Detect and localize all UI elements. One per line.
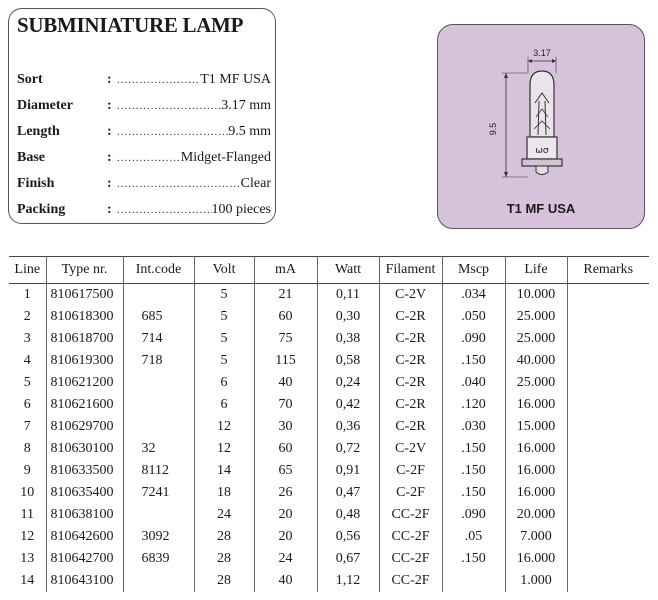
leader-dots	[117, 204, 212, 216]
header-mscp: Mscp	[442, 257, 505, 284]
cell-int-code: 3092	[123, 526, 194, 548]
table-row	[9, 394, 649, 416]
cell-remarks	[567, 394, 649, 416]
cell-watt: 0,36	[317, 416, 379, 438]
cell-filament: C-2R	[379, 416, 442, 438]
cell-ma: 26	[254, 482, 317, 504]
height-label: 9.5	[488, 122, 498, 136]
spec-label: Length	[17, 124, 60, 139]
header-remarks: Remarks	[567, 257, 649, 284]
cell-ma: 40	[254, 570, 317, 592]
cell-volt: 5	[194, 350, 254, 372]
cell-filament: CC-2F	[379, 526, 442, 548]
cell-line: 8	[9, 438, 46, 460]
lamp-drawing-box	[437, 24, 645, 229]
cell-filament: CC-2F	[379, 548, 442, 570]
leader-dots	[117, 152, 181, 164]
table-body	[9, 284, 649, 593]
cell-ma: 75	[254, 328, 317, 350]
lamp-flange	[522, 159, 562, 166]
cell-ma: 20	[254, 526, 317, 548]
cell-ma: 30	[254, 416, 317, 438]
spec-row-length	[17, 124, 271, 144]
cell-type-nr: 810618700	[46, 328, 123, 350]
header-watt: Watt	[317, 257, 379, 284]
cell-type-nr: 810643100	[46, 570, 123, 592]
cell-volt: 5	[194, 306, 254, 328]
cell-watt: 0,30	[317, 306, 379, 328]
spec-value	[117, 176, 271, 192]
spec-label: Finish	[17, 176, 55, 191]
cell-volt: 28	[194, 570, 254, 592]
cell-mscp	[442, 570, 505, 592]
header-ma: mA	[254, 257, 317, 284]
header-int-code: Int.code	[123, 257, 194, 284]
cell-type-nr: 810635400	[46, 482, 123, 504]
cell-watt: 0,91	[317, 460, 379, 482]
cell-line: 1	[9, 284, 46, 307]
lamp-contact	[536, 166, 548, 175]
cell-volt: 24	[194, 504, 254, 526]
cell-watt: 1,12	[317, 570, 379, 592]
cell-int-code	[123, 570, 194, 592]
spec-row-sort	[17, 72, 271, 92]
cell-life: 16.000	[505, 438, 567, 460]
cell-mscp: .150	[442, 482, 505, 504]
cell-life: 40.000	[505, 350, 567, 372]
cell-watt: 0,42	[317, 394, 379, 416]
cell-watt: 0,56	[317, 526, 379, 548]
cell-watt: 0,38	[317, 328, 379, 350]
cell-mscp: .030	[442, 416, 505, 438]
cell-volt: 18	[194, 482, 254, 504]
spec-value-text: 9.5 mm	[228, 124, 271, 139]
cell-filament: C-2V	[379, 284, 442, 307]
cell-remarks	[567, 416, 649, 438]
cell-mscp: .05	[442, 526, 505, 548]
table-row	[9, 460, 649, 482]
cell-filament: CC-2F	[379, 504, 442, 526]
cell-ma: 60	[254, 438, 317, 460]
lamp-caption: T1 MF USA	[506, 201, 576, 216]
cell-life: 16.000	[505, 394, 567, 416]
header-life: Life	[505, 257, 567, 284]
cell-life: 20.000	[505, 504, 567, 526]
cell-remarks	[567, 306, 649, 328]
cell-watt: 0,58	[317, 350, 379, 372]
cell-remarks	[567, 482, 649, 504]
table-row	[9, 438, 649, 460]
table-row	[9, 372, 649, 394]
cell-ma: 20	[254, 504, 317, 526]
cell-ma: 115	[254, 350, 317, 372]
lamp-drawing	[438, 25, 646, 230]
cell-line: 14	[9, 570, 46, 592]
spec-colon: :	[107, 124, 112, 139]
table-row	[9, 328, 649, 350]
leader-dots	[117, 126, 228, 138]
cell-ma: 60	[254, 306, 317, 328]
bulb-glass	[530, 71, 554, 137]
table-row	[9, 284, 649, 307]
spec-colon: :	[107, 150, 112, 165]
cell-int-code	[123, 394, 194, 416]
cell-volt: 14	[194, 460, 254, 482]
cell-remarks	[567, 460, 649, 482]
header-type-nr: Type nr.	[46, 257, 123, 284]
header-volt: Volt	[194, 257, 254, 284]
spec-colon: :	[107, 72, 112, 87]
cell-filament: C-2V	[379, 438, 442, 460]
cell-filament: C-2R	[379, 350, 442, 372]
cell-mscp: .050	[442, 306, 505, 328]
cell-type-nr: 810633500	[46, 460, 123, 482]
cell-type-nr: 810642700	[46, 548, 123, 570]
cell-int-code: 718	[123, 350, 194, 372]
spec-label: Diameter	[17, 98, 73, 113]
spec-colon: :	[107, 176, 112, 191]
cell-type-nr: 810618300	[46, 306, 123, 328]
width-arrow-left	[528, 59, 532, 63]
cell-line: 13	[9, 548, 46, 570]
cell-mscp: .150	[442, 438, 505, 460]
cell-remarks	[567, 504, 649, 526]
cell-int-code	[123, 284, 194, 307]
cell-type-nr: 810617500	[46, 284, 123, 307]
lamp-table	[9, 256, 649, 592]
cell-type-nr: 810638100	[46, 504, 123, 526]
cell-remarks	[567, 526, 649, 548]
header-filament: Filament	[379, 257, 442, 284]
spec-value-text: T1 MF USA	[200, 72, 271, 87]
spec-row-diameter	[17, 98, 271, 118]
spec-row-packing	[17, 202, 271, 222]
spec-value	[117, 72, 271, 88]
spec-colon: :	[107, 202, 112, 217]
cell-life: 25.000	[505, 306, 567, 328]
cell-line: 4	[9, 350, 46, 372]
cell-mscp: .040	[442, 372, 505, 394]
cell-type-nr: 810642600	[46, 526, 123, 548]
table-row	[9, 548, 649, 570]
cell-volt: 6	[194, 394, 254, 416]
cell-line: 11	[9, 504, 46, 526]
header-line: Line	[9, 257, 46, 284]
spec-value-text: 100 pieces	[211, 202, 271, 217]
spec-value	[117, 124, 271, 140]
cell-type-nr: 810619300	[46, 350, 123, 372]
cell-int-code	[123, 372, 194, 394]
spec-value	[117, 150, 271, 166]
cell-watt: 0,48	[317, 504, 379, 526]
table-row	[9, 416, 649, 438]
cell-ma: 40	[254, 372, 317, 394]
table-row	[9, 350, 649, 372]
cell-remarks	[567, 328, 649, 350]
cell-int-code: 685	[123, 306, 194, 328]
cell-int-code: 7241	[123, 482, 194, 504]
cell-life: 1.000	[505, 570, 567, 592]
leader-dots	[117, 74, 200, 86]
cell-life: 16.000	[505, 460, 567, 482]
cell-mscp: .090	[442, 328, 505, 350]
cell-int-code	[123, 504, 194, 526]
cell-int-code: 32	[123, 438, 194, 460]
spec-box	[8, 8, 276, 224]
cell-filament: C-2R	[379, 394, 442, 416]
cell-line: 12	[9, 526, 46, 548]
spec-label: Sort	[17, 72, 43, 87]
cell-filament: C-2R	[379, 328, 442, 350]
cell-watt: 0,47	[317, 482, 379, 504]
table-header-row	[9, 257, 649, 284]
cell-filament: C-2F	[379, 482, 442, 504]
cell-int-code: 6839	[123, 548, 194, 570]
cell-watt: 0,11	[317, 284, 379, 307]
cell-mscp: .150	[442, 460, 505, 482]
spec-value	[117, 98, 271, 114]
cell-life: 15.000	[505, 416, 567, 438]
spec-row-finish	[17, 176, 271, 196]
leader-dots	[117, 100, 221, 112]
spec-label: Base	[17, 150, 45, 165]
cell-remarks	[567, 438, 649, 460]
cell-watt: 0,24	[317, 372, 379, 394]
table-row	[9, 482, 649, 504]
cell-line: 9	[9, 460, 46, 482]
cell-line: 10	[9, 482, 46, 504]
cell-volt: 12	[194, 438, 254, 460]
cell-line: 5	[9, 372, 46, 394]
cell-volt: 28	[194, 548, 254, 570]
cell-int-code	[123, 416, 194, 438]
width-arrow-right	[552, 59, 556, 63]
cell-mscp: .090	[442, 504, 505, 526]
cell-ma: 24	[254, 548, 317, 570]
cell-life: 25.000	[505, 328, 567, 350]
cell-mscp: .034	[442, 284, 505, 307]
cell-type-nr: 810621600	[46, 394, 123, 416]
cell-life: 25.000	[505, 372, 567, 394]
spec-row-base	[17, 150, 271, 170]
cell-ma: 70	[254, 394, 317, 416]
cell-volt: 12	[194, 416, 254, 438]
cell-watt: 0,67	[317, 548, 379, 570]
table-row	[9, 504, 649, 526]
cell-mscp: .120	[442, 394, 505, 416]
cell-life: 16.000	[505, 548, 567, 570]
cell-mscp: .150	[442, 350, 505, 372]
cell-int-code: 8112	[123, 460, 194, 482]
cell-mscp: .150	[442, 548, 505, 570]
spec-value-text: 3.17 mm	[221, 98, 271, 113]
width-label: 3.17	[533, 48, 551, 58]
cell-remarks	[567, 372, 649, 394]
cell-type-nr: 810629700	[46, 416, 123, 438]
cell-remarks	[567, 284, 649, 307]
cell-remarks	[567, 548, 649, 570]
spec-value	[117, 202, 271, 218]
spec-colon: :	[107, 98, 112, 113]
cell-ma: 21	[254, 284, 317, 307]
table-row	[9, 526, 649, 548]
cell-remarks	[567, 350, 649, 372]
table-row	[9, 306, 649, 328]
cell-remarks	[567, 570, 649, 592]
cell-life: 10.000	[505, 284, 567, 307]
cell-filament: C-2R	[379, 306, 442, 328]
spec-value-text: Midget-Flanged	[180, 150, 271, 165]
spec-value-text: Clear	[240, 176, 271, 191]
spec-title: SUBMINIATURE LAMP	[17, 13, 244, 37]
cell-type-nr: 810621200	[46, 372, 123, 394]
leader-dots	[117, 178, 241, 190]
cell-volt: 5	[194, 284, 254, 307]
cell-volt: 5	[194, 328, 254, 350]
cell-life: 16.000	[505, 482, 567, 504]
spec-label: Packing	[17, 202, 66, 217]
cell-line: 3	[9, 328, 46, 350]
cell-line: 2	[9, 306, 46, 328]
cell-line: 6	[9, 394, 46, 416]
cell-filament: C-2R	[379, 372, 442, 394]
cell-volt: 28	[194, 526, 254, 548]
cell-volt: 6	[194, 372, 254, 394]
cell-life: 7.000	[505, 526, 567, 548]
table-row	[9, 570, 649, 592]
cell-filament: C-2F	[379, 460, 442, 482]
cell-ma: 65	[254, 460, 317, 482]
base-marking: ωσ	[535, 146, 549, 156]
cell-int-code: 714	[123, 328, 194, 350]
cell-watt: 0,72	[317, 438, 379, 460]
cell-filament: CC-2F	[379, 570, 442, 592]
cell-type-nr: 810630100	[46, 438, 123, 460]
cell-line: 7	[9, 416, 46, 438]
